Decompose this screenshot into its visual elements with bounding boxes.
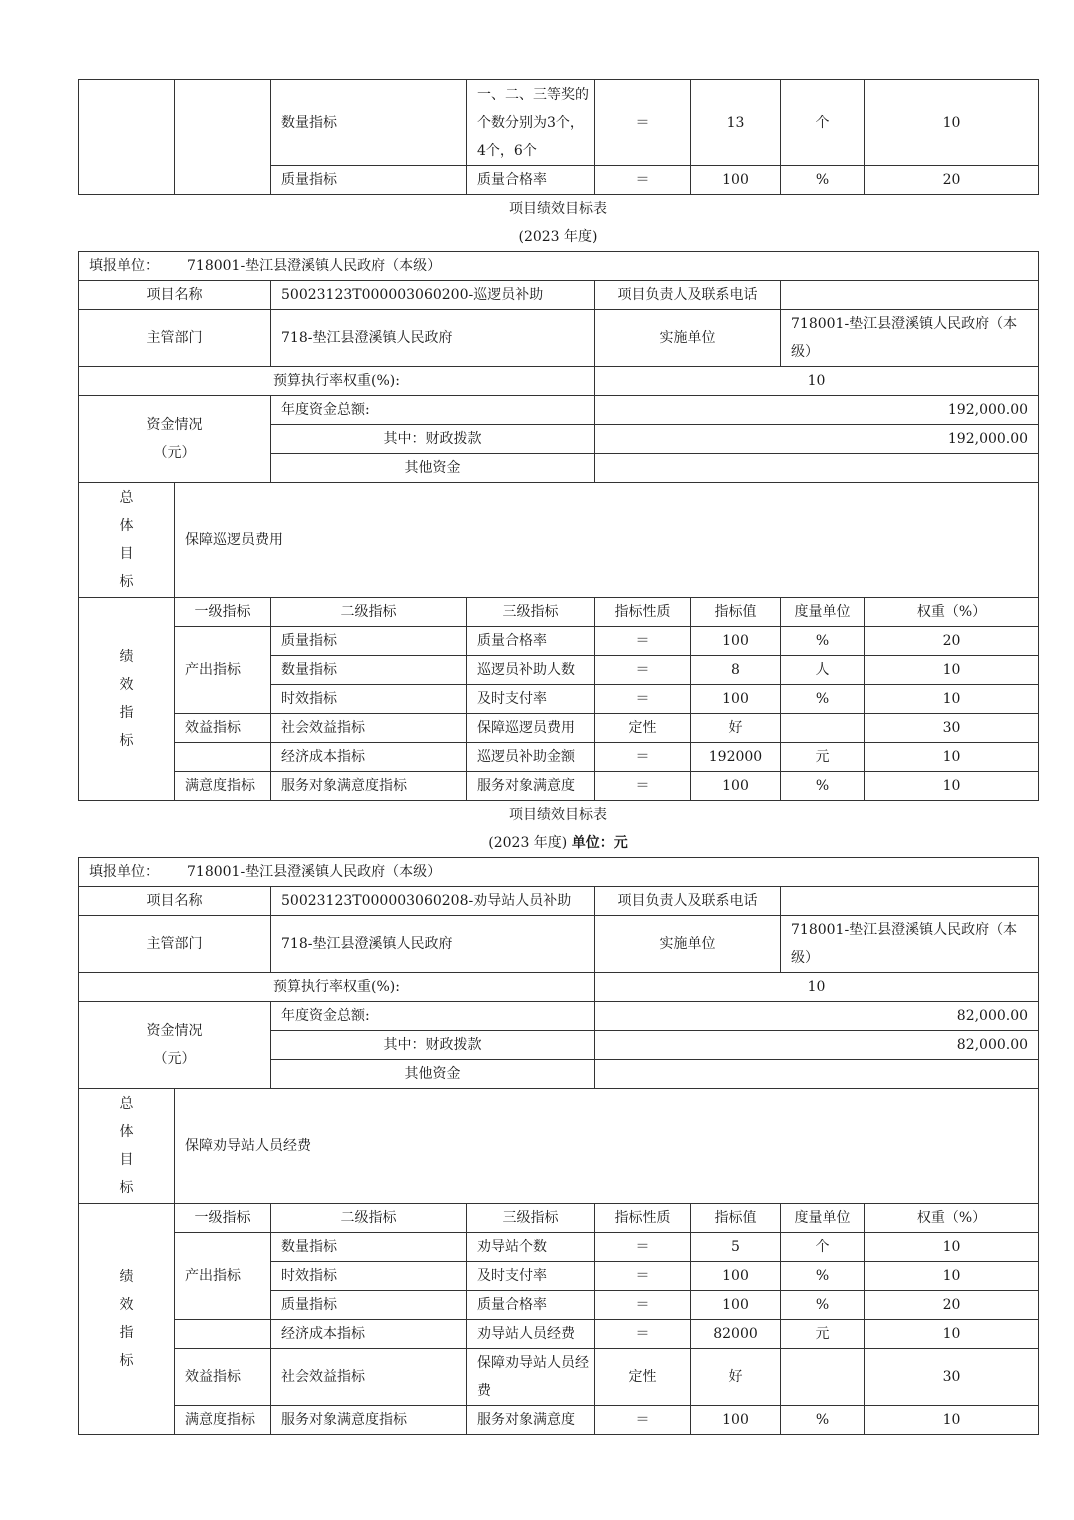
funds-unit: （元） <box>153 445 196 461</box>
level1-cell: 产出指标 <box>175 1233 271 1320</box>
reporter-row <box>79 858 1039 887</box>
nature-cell: ＝ <box>595 166 691 195</box>
header-unit: 度量单位 <box>781 598 865 627</box>
budget-row <box>79 973 1039 1002</box>
level2-cell: 质量指标 <box>271 166 467 195</box>
header-level1: 一级指标 <box>175 1204 271 1233</box>
performance-table-2 <box>78 857 1038 1435</box>
dept-label: 主管部门 <box>79 916 271 973</box>
table-row: 时效指标 及时支付率 ＝ 100 % 10 <box>79 1262 1039 1291</box>
header-weight: 权重（%） <box>865 1204 1039 1233</box>
dept-value: 718-垫江县澄溪镇人民政府 <box>271 310 595 367</box>
table-year: (2023 年度) <box>518 229 598 245</box>
unit-cell: 个 <box>781 80 865 166</box>
budget-label: 预算执行率权重(%): <box>79 973 595 1002</box>
other-value <box>595 454 1039 483</box>
impl-label: 实施单位 <box>595 916 781 973</box>
perf-label-cell: 绩 效 指 标 <box>79 598 175 801</box>
table-row <box>79 80 1039 166</box>
header-nature: 指标性质 <box>595 1204 691 1233</box>
level3-cell: 质量合格率 <box>467 166 595 195</box>
contact-value <box>781 281 1039 310</box>
header-value: 指标值 <box>691 1204 781 1233</box>
other-value <box>595 1060 1039 1089</box>
level1-cell: 效益指标 <box>175 714 271 743</box>
header-level3: 三级指标 <box>467 598 595 627</box>
other-label: 其他资金 <box>271 454 595 483</box>
table-title: 项目绩效目标表 <box>509 201 607 217</box>
goal-row <box>79 1089 1039 1204</box>
nature-cell: ＝ <box>595 80 691 166</box>
contact-label: 项目负责人及联系电话 <box>595 887 781 916</box>
unit-note: 单位：元 <box>571 835 628 851</box>
table-row: 效益指标 社会效益指标 保障劝导站人员经费 定性 好 30 <box>79 1349 1039 1406</box>
funds-label-cell <box>79 396 271 483</box>
goal-value: 保障劝导站人员经费 <box>175 1089 1039 1204</box>
contact-label: 项目负责人及联系电话 <box>595 281 781 310</box>
project-label: 项目名称 <box>79 281 271 310</box>
header-level2: 二级指标 <box>271 598 467 627</box>
reporter-value: 718001-垫江县澄溪镇人民政府（本级） <box>187 864 442 880</box>
table-row: 满意度指标 服务对象满意度指标 服务对象满意度 ＝ 100 % 10 <box>79 772 1039 801</box>
header-row <box>79 1204 1039 1233</box>
reporter-value: 718001-垫江县澄溪镇人民政府（本级） <box>187 258 442 274</box>
reporter-label: 填报单位： <box>89 258 159 274</box>
fiscal-value: 82,000.00 <box>595 1031 1039 1060</box>
project-row <box>79 281 1039 310</box>
level1-cell: 产出指标 <box>175 627 271 714</box>
goal-row <box>79 483 1039 598</box>
project-value: 50023123T000003060200-巡逻员补助 <box>271 281 595 310</box>
total-value: 192,000.00 <box>595 396 1039 425</box>
funds-total-row <box>79 1002 1039 1031</box>
total-label: 年度资金总额: <box>271 396 595 425</box>
table-year: (2023 年度) 单位：元 <box>488 835 628 851</box>
fiscal-value: 192,000.00 <box>595 425 1039 454</box>
funds-unit: （元） <box>153 1051 196 1067</box>
level1-cell: 满意度指标 <box>175 772 271 801</box>
reporter-row <box>79 252 1039 281</box>
funds-label-cell <box>79 1002 271 1089</box>
project-row <box>79 887 1039 916</box>
header-row <box>79 598 1039 627</box>
table-row: 满意度指标 服务对象满意度指标 服务对象满意度 ＝ 100 % 10 <box>79 1406 1039 1435</box>
level1-cell: 满意度指标 <box>175 1406 271 1435</box>
other-label: 其他资金 <box>271 1060 595 1089</box>
weight-cell: 20 <box>865 166 1039 195</box>
table-row: 产出指标 数量指标 劝导站个数 ＝ 5 个 10 <box>79 1233 1039 1262</box>
level3-cell: 一、二、三等奖的个数分别为3个，4个，6个 <box>467 80 595 166</box>
table-row: 经济成本指标 巡逻员补助金额 ＝ 192000 元 10 <box>79 743 1039 772</box>
header-level2: 二级指标 <box>271 1204 467 1233</box>
dept-label: 主管部门 <box>79 310 271 367</box>
table-row: 时效指标 及时支付率 ＝ 100 % 10 <box>79 685 1039 714</box>
level2-cell: 数量指标 <box>271 80 467 166</box>
header-nature: 指标性质 <box>595 598 691 627</box>
fiscal-label: 其中：财政拨款 <box>271 425 595 454</box>
total-label: 年度资金总额: <box>271 1002 595 1031</box>
budget-label: 预算执行率权重(%): <box>79 367 595 396</box>
funds-total-row <box>79 396 1039 425</box>
value-cell: 13 <box>691 80 781 166</box>
header-weight: 权重（%） <box>865 598 1039 627</box>
dept-row <box>79 310 1039 367</box>
dept-row <box>79 916 1039 973</box>
level1-cell: 效益指标 <box>175 1349 271 1406</box>
total-value: 82,000.00 <box>595 1002 1039 1031</box>
table-row: 效益指标 社会效益指标 保障巡逻员费用 定性 好 30 <box>79 714 1039 743</box>
goal-label-cell: 总 体 目 标 <box>79 483 175 598</box>
table-title: 项目绩效目标表 <box>509 807 607 823</box>
value-cell: 100 <box>691 166 781 195</box>
budget-row <box>79 367 1039 396</box>
reporter-label: 填报单位： <box>89 864 159 880</box>
impl-label: 实施单位 <box>595 310 781 367</box>
funds-label: 资金情况 <box>146 1023 203 1039</box>
performance-table-1 <box>78 251 1038 801</box>
impl-value: 718001-垫江县澄溪镇人民政府（本级） <box>781 916 1039 973</box>
table-row: 质量指标 质量合格率 ＝ 100 % 20 <box>79 1291 1039 1320</box>
weight-cell: 10 <box>865 80 1039 166</box>
header-level1: 一级指标 <box>175 598 271 627</box>
goal-label-cell: 总 体 目 标 <box>79 1089 175 1204</box>
fiscal-label: 其中：财政拨款 <box>271 1031 595 1060</box>
dept-value: 718-垫江县澄溪镇人民政府 <box>271 916 595 973</box>
project-label: 项目名称 <box>79 887 271 916</box>
table-row: 数量指标 巡逻员补助人数 ＝ 8 人 10 <box>79 656 1039 685</box>
table-row: 产出指标 质量指标 质量合格率 ＝ 100 % 20 <box>79 627 1039 656</box>
contact-value <box>781 887 1039 916</box>
project-value: 50023123T000003060208-劝导站人员补助 <box>271 887 595 916</box>
continued-table <box>78 79 1038 195</box>
perf-label-cell: 绩 效 指 标 <box>79 1204 175 1435</box>
goal-value: 保障巡逻员费用 <box>175 483 1039 598</box>
header-level3: 三级指标 <box>467 1204 595 1233</box>
budget-value: 10 <box>595 973 1039 1002</box>
header-value: 指标值 <box>691 598 781 627</box>
table-row: 经济成本指标 劝导站人员经费 ＝ 82000 元 10 <box>79 1320 1039 1349</box>
unit-cell: % <box>781 166 865 195</box>
header-unit: 度量单位 <box>781 1204 865 1233</box>
budget-value: 10 <box>595 367 1039 396</box>
impl-value: 718001-垫江县澄溪镇人民政府（本级） <box>781 310 1039 367</box>
funds-label: 资金情况 <box>146 417 203 433</box>
